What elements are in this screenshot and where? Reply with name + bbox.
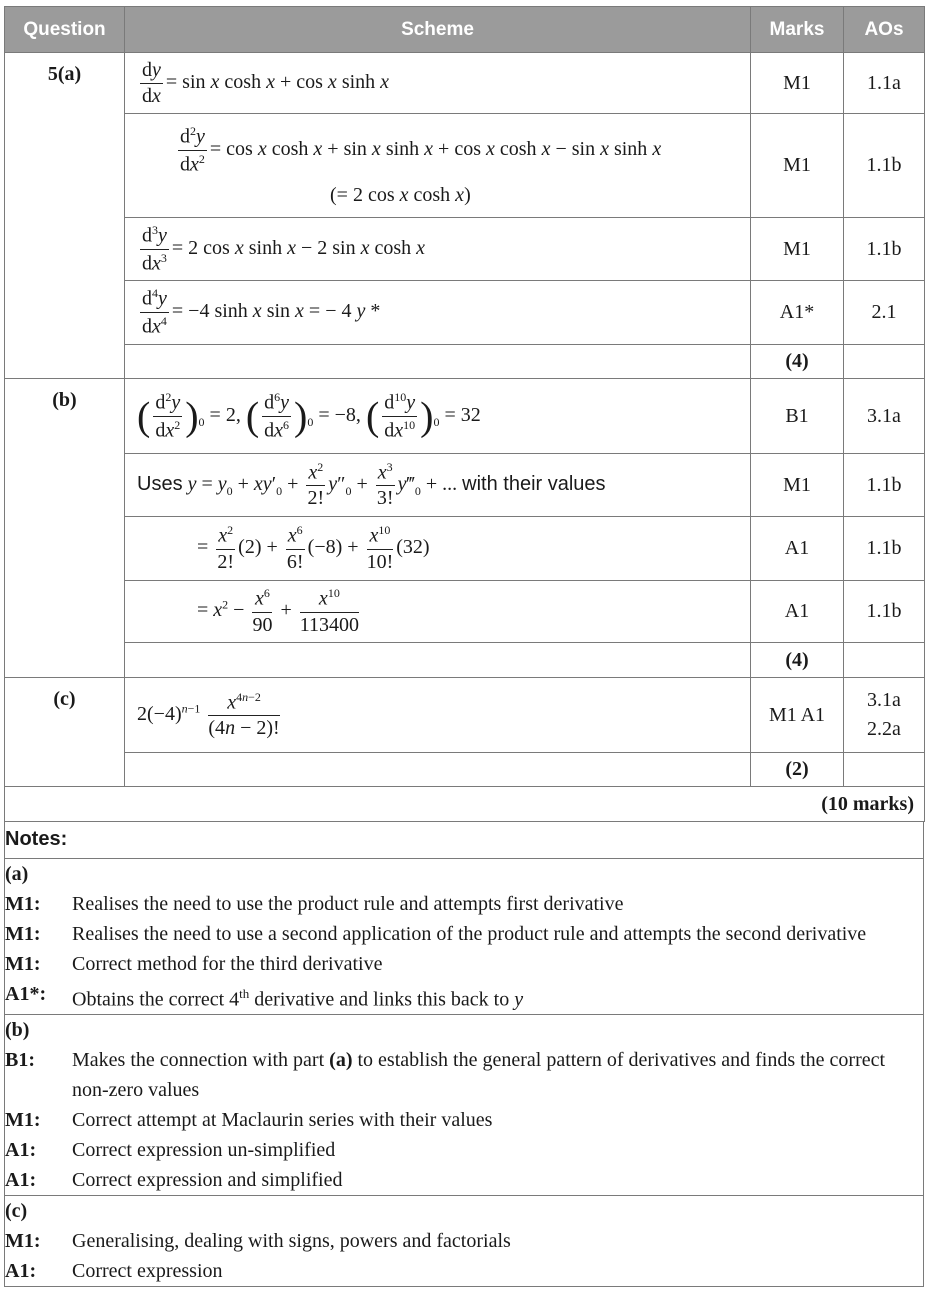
row-b-total [5,643,925,678]
notes-a-label: (a) [5,862,29,885]
row-b2 [5,454,925,517]
notes-b-label: (b) [5,1019,30,1042]
row-c1 [5,678,925,753]
scheme-b4: = $x^2$ − $\frac{x^6}{90}$ + $\frac{x^{10}}{113400}$ [125,581,751,643]
row-a1 [5,53,925,114]
ao-a1: 1.1a [844,53,925,114]
notes-c-label: (c) [5,1200,28,1223]
header-row [5,7,925,53]
part-a-label: 5(a) [5,53,125,379]
note-item: M1: Realises the need to use a second application of the product rule and attempts the second derivative [5,922,867,945]
total-b: (4) [751,643,844,678]
mark-scheme-table [4,6,925,822]
row-a4 [5,281,925,345]
grand-total: (10 marks) [5,787,925,822]
mark-b4: A1 [751,581,844,643]
ao-a2: 1.1b [844,114,925,218]
notes-c [5,1196,924,1287]
row-b1 [5,379,925,454]
ao-a3: 1.1b [844,218,925,281]
row-c-total [5,753,925,787]
mark-b3: A1 [751,517,844,581]
part-c-label: (c) [5,678,125,787]
header-marks: Marks [751,7,844,53]
row-a3 [5,218,925,281]
notes-b [5,1015,924,1196]
mark-scheme [4,6,924,1287]
scheme-a1: $\frac{dy}{dx}$ = sin x cosh x + cos x sinh x [125,53,751,114]
scheme-a4: $\frac{d^4y}{dx^4}$ = −4 sinh x sin x = − 4 y * [125,281,751,345]
note-item: A1: Correct expression [5,1260,223,1283]
ao-b2: 1.1b [844,454,925,517]
mark-c1: M1 A1 [751,678,844,753]
part-b-label: (b) [5,379,125,678]
notes-a [5,858,924,1015]
notes-table [4,822,924,1287]
ao-b1: 3.1a [844,379,925,454]
mark-a2: M1 [751,114,844,218]
ao-b4: 1.1b [844,581,925,643]
scheme-b2: Uses $y = y_0 + xy'_0$ + $\frac{x^2}{2!}$ $y''_0$ + $\frac{x^3}{3!}$ $y‴_0$ + ... with their values [125,454,751,517]
scheme-b1: ( $\frac{d^2y}{dx^2}$ )$_0 = 2$, ( $\frac{d^6y}{dx^6}$ )$_0 = -8$, ( $\frac{d^{10}y}{dx^{10}}$ )$_0 = 32$ [125,379,751,454]
scheme-a2: $\frac{d^2y}{dx^2}$ = cos x cosh x + sin x sinh x + cos x cosh x − sin x sinh x (= 2 cos x cosh x) [125,114,751,218]
ao-a4: 2.1 [844,281,925,345]
row-b3 [5,517,925,581]
note-item: M1: Correct attempt at Maclaurin series with their values [5,1109,493,1132]
row-b4 [5,581,925,643]
note-item: A1: Correct expression un-simplified [5,1139,336,1162]
row-a-total [5,345,925,379]
mark-b2: M1 [751,454,844,517]
ao-c1: 3.1a 2.2a [844,678,925,753]
note-item: B1: Makes the connection with part (a) to establish the general pattern of derivatives and finds the correct non-zero values [5,1049,886,1102]
total-c: (2) [751,753,844,787]
notes-title-row [5,822,924,858]
mark-a1: M1 [751,53,844,114]
note-item: M1: Correct method for the third derivative [5,952,383,975]
scheme-a3: $\frac{d^3y}{dx^3}$ = 2 cos x sinh x − 2 sin x cosh x [125,218,751,281]
ao-b3: 1.1b [844,517,925,581]
note-item: M1: Realises the need to use the product rule and attempts first derivative [5,892,624,915]
grand-total-row [5,787,925,822]
notes-title: Notes: [5,822,924,858]
row-a2 [5,114,925,218]
note-item: M1: Generalising, dealing with signs, powers and factorials [5,1230,511,1253]
mark-a4: A1* [751,281,844,345]
total-a: (4) [751,345,844,379]
scheme-b3: = $\frac{x^2}{2!}$ (2) + $\frac{x^6}{6!}$ (−8) + $\frac{x^{10}}{10!}$ (32) [125,517,751,581]
note-item: A1: Correct expression and simplified [5,1169,343,1192]
header-question: Question [5,7,125,53]
mark-b1: B1 [751,379,844,454]
mark-a3: M1 [751,218,844,281]
header-scheme: Scheme [125,7,751,53]
scheme-c1: $2(-4)^{n-1}$ $\frac{x^{4n-2}}{(4n - 2)!}$ [125,678,751,753]
header-aos: AOs [844,7,925,53]
note-item: A1*: Obtains the correct 4th derivative and links this back to y [5,982,524,1011]
